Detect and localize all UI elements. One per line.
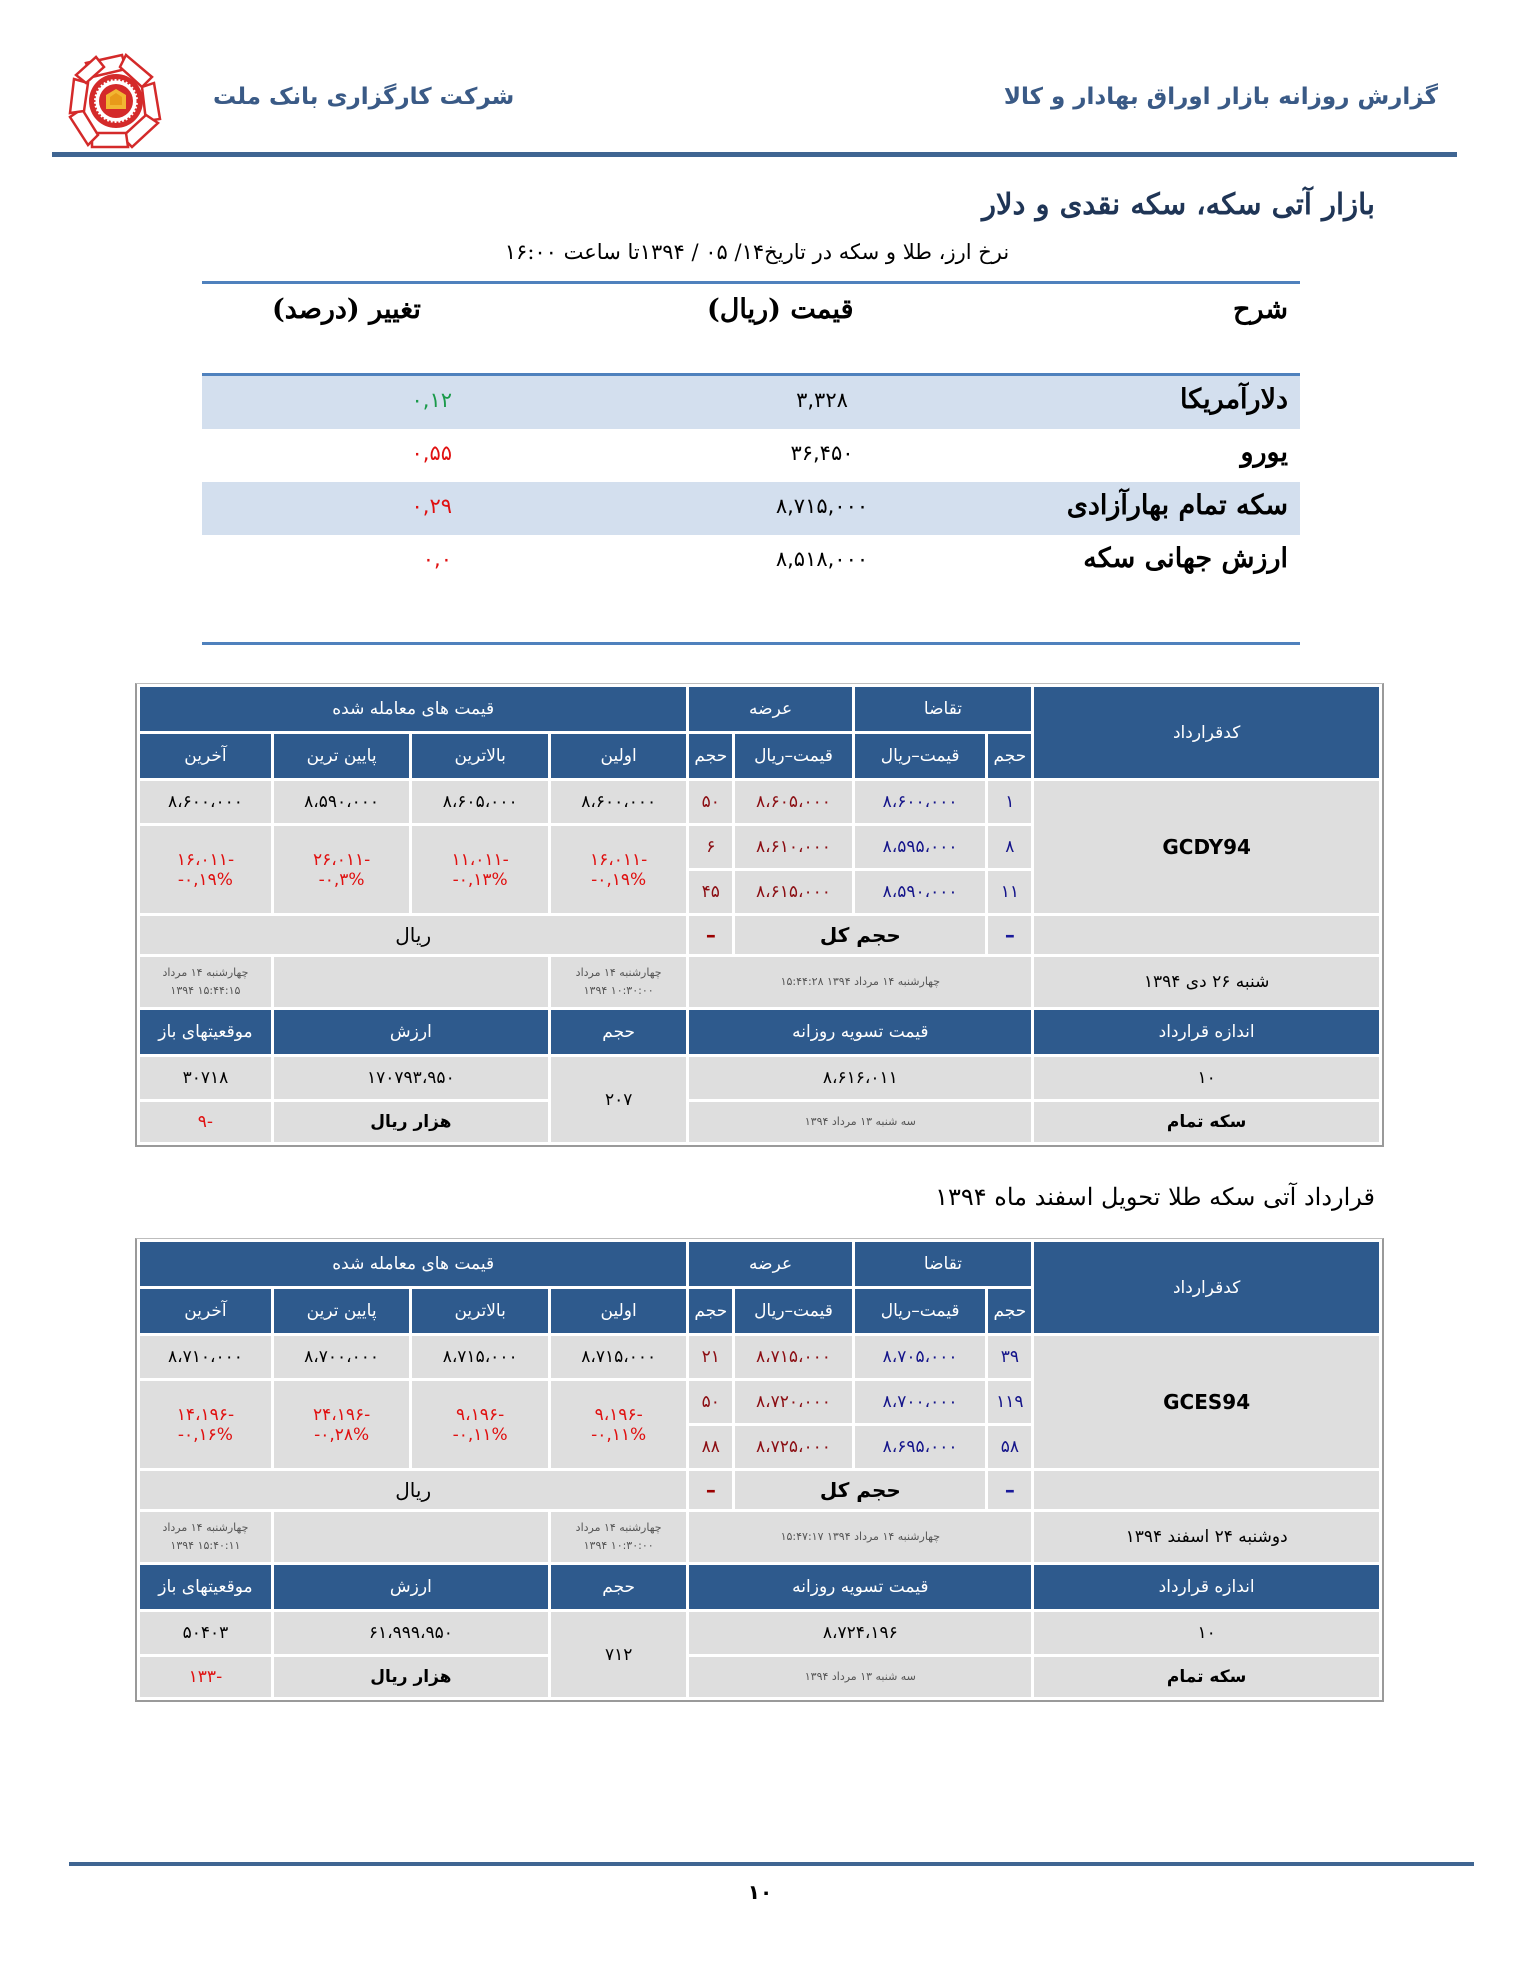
rate-change: ۰,۲۹ bbox=[411, 494, 452, 518]
ask-volume: ۵۰ bbox=[689, 1381, 732, 1423]
open-positions: ۵۰۴۰۳ bbox=[140, 1612, 271, 1654]
contract-size: ۱۰ bbox=[1034, 1612, 1379, 1654]
header-bid: تقاضا bbox=[855, 1242, 1032, 1286]
highest-change bbox=[412, 1381, 548, 1468]
ask-volume: ۴۵ bbox=[689, 871, 732, 913]
bid-volume: ۵۸ bbox=[988, 1426, 1031, 1468]
header-bid-volume: حجم bbox=[988, 734, 1031, 778]
bid-volume: ۱۱۹ bbox=[988, 1381, 1031, 1423]
ask-price: ۸،۷۲۵،۰۰۰ bbox=[735, 1426, 851, 1468]
rate-change: ۰,۱۲ bbox=[411, 388, 452, 412]
lowest-diff: -۲۴،۱۹۶ bbox=[312, 1404, 371, 1425]
settlement-date: سه شنبه ۱۳ مرداد ۱۳۹۴ bbox=[689, 1102, 1031, 1142]
header-ask: عرضه bbox=[689, 687, 851, 731]
first-pct: ۰,۱۹%- bbox=[591, 869, 647, 890]
open-positions-change: -۹ bbox=[140, 1102, 271, 1142]
last-time-line2: ۱۵:۴۰:۱۱ ۱۳۹۴ bbox=[170, 1539, 241, 1552]
lowest-pct: ۰,۳%- bbox=[318, 869, 365, 890]
header-lowest: پایین ترین bbox=[274, 1289, 410, 1333]
header-ask-volume: حجم bbox=[689, 1289, 732, 1333]
last-time-line1: چهارشنبه ۱۴ مرداد bbox=[162, 1521, 249, 1534]
highest-pct: ۰,۱۱%- bbox=[452, 1424, 508, 1445]
rate-price: ۳۶,۴۵۰ bbox=[790, 441, 854, 465]
underlying-asset: سکه تمام bbox=[1034, 1102, 1379, 1142]
rate-price: ۸,۷۱۵,۰۰۰ bbox=[775, 494, 869, 518]
rate-change: ۰,۵۵ bbox=[411, 441, 452, 465]
first-trade-time bbox=[551, 957, 687, 1007]
maturity-date: دوشنبه ۲۴ اسفند ۱۳۹۴ bbox=[1034, 1512, 1379, 1562]
open-positions-change: -۱۳۳ bbox=[140, 1657, 271, 1697]
header-daily-settlement: قیمت تسویه روزانه bbox=[689, 1010, 1031, 1054]
blank-cell bbox=[1034, 1471, 1379, 1509]
company-name: شرکت کارگزاری بانک ملت bbox=[213, 84, 515, 110]
header-open-positions: موقعیتهای باز bbox=[140, 1010, 271, 1054]
contract-table-gces94 bbox=[135, 1238, 1384, 1702]
ask-price: ۸،۶۱۰،۰۰۰ bbox=[735, 826, 851, 868]
maturity-date: شنبه ۲۶ دی ۱۳۹۴ bbox=[1034, 957, 1379, 1007]
company-logo bbox=[62, 47, 170, 155]
header-ask: عرضه bbox=[689, 1242, 851, 1286]
section-title: بازار آتی سکه، سکه نقدی و دلار bbox=[981, 187, 1375, 221]
bid-volume: ۱ bbox=[988, 781, 1031, 823]
header-bid-price: قیمت–ریال bbox=[855, 734, 986, 778]
header-bid: تقاضا bbox=[855, 687, 1032, 731]
last-trade-time bbox=[140, 1512, 271, 1562]
highest-pct: ۰,۱۳%- bbox=[452, 869, 508, 890]
contract-grid bbox=[137, 1239, 1382, 1700]
total-volume-label: حجم کل bbox=[735, 1471, 985, 1509]
bid-volume: ۱۱ bbox=[988, 871, 1031, 913]
first-trade-time bbox=[551, 1512, 687, 1562]
header-ask-price: قیمت–ریال bbox=[735, 1289, 851, 1333]
value-unit: هزار ریال bbox=[274, 1102, 548, 1142]
header-volume: حجم bbox=[551, 1010, 687, 1054]
highest-diff: -۱۱،۰۱۱ bbox=[451, 849, 509, 870]
header-value: ارزش bbox=[274, 1010, 548, 1054]
bid-price: ۸،۷۰۵،۰۰۰ bbox=[855, 1336, 986, 1378]
bid-total-volume: – bbox=[988, 916, 1031, 954]
contract-size: ۱۰ bbox=[1034, 1057, 1379, 1099]
bid-price: ۸،۷۰۰،۰۰۰ bbox=[855, 1381, 986, 1423]
first-time-line1: چهارشنبه ۱۴ مرداد bbox=[575, 966, 662, 979]
last-trade-time bbox=[140, 957, 271, 1007]
header-contract-code: کدقرارداد bbox=[1034, 687, 1379, 778]
header-value: ارزش bbox=[274, 1565, 548, 1609]
lowest-change bbox=[274, 1381, 410, 1468]
contract-grid bbox=[137, 684, 1382, 1145]
bid-volume: ۳۹ bbox=[988, 1336, 1031, 1378]
section-subtitle: نرخ ارز، طلا و سکه در تاریخ۱۴/ ۰۵ / ۱۳۹۴تا ساعت ۱۶:۰۰ bbox=[504, 240, 1010, 264]
highest-price: ۸،۶۰۵،۰۰۰ bbox=[412, 781, 548, 823]
underlying-asset: سکه تمام bbox=[1034, 1657, 1379, 1697]
open-positions: ۳۰۷۱۸ bbox=[140, 1057, 271, 1099]
rate-price: ۸,۵۱۸,۰۰۰ bbox=[775, 547, 869, 571]
header-bid-volume: حجم bbox=[988, 1289, 1031, 1333]
last-change bbox=[140, 1381, 271, 1468]
ask-price: ۸،۷۲۰،۰۰۰ bbox=[735, 1381, 851, 1423]
header-lowest: پایین ترین bbox=[274, 734, 410, 778]
rate-change: ۰,۰ bbox=[422, 547, 452, 571]
header-last: آخرین bbox=[140, 1289, 271, 1333]
last-pct: ۰,۱۶%- bbox=[177, 1424, 233, 1445]
bid-volume: ۸ bbox=[988, 826, 1031, 868]
header-ask-price: قیمت–ریال bbox=[735, 734, 851, 778]
blank-cell bbox=[1034, 916, 1379, 954]
blank-cell bbox=[274, 957, 548, 1007]
rates-row bbox=[202, 535, 1300, 588]
header-highest: بالاترین bbox=[412, 1289, 548, 1333]
ask-total-volume: – bbox=[689, 1471, 732, 1509]
header-contract-size: اندازه قرارداد bbox=[1034, 1010, 1379, 1054]
first-time-line2: ۱۰:۳۰:۰۰ ۱۳۹۴ bbox=[583, 984, 654, 997]
last-time-line1: چهارشنبه ۱۴ مرداد bbox=[162, 966, 249, 979]
header-ask-volume: حجم bbox=[689, 734, 732, 778]
lowest-price: ۸،۷۰۰،۰۰۰ bbox=[274, 1336, 410, 1378]
blank-cell bbox=[274, 1512, 548, 1562]
contract-code: GCES94 bbox=[1034, 1336, 1379, 1468]
first-change bbox=[551, 826, 687, 913]
rial-label: ریال bbox=[140, 916, 686, 954]
header-first: اولین bbox=[551, 734, 687, 778]
ask-volume: ۶ bbox=[689, 826, 732, 868]
last-time-line2: ۱۵:۴۴:۱۵ ۱۳۹۴ bbox=[170, 984, 241, 997]
highest-price: ۸،۷۱۵،۰۰۰ bbox=[412, 1336, 548, 1378]
footer-divider bbox=[69, 1862, 1474, 1866]
bank-mellat-logo-icon bbox=[62, 47, 170, 155]
header-change: تغییر (درصد) bbox=[272, 294, 421, 325]
header-price: قیمت (ریال) bbox=[707, 294, 854, 325]
ask-volume: ۵۰ bbox=[689, 781, 732, 823]
header-last: آخرین bbox=[140, 734, 271, 778]
first-diff: -۱۶،۰۱۱ bbox=[590, 849, 648, 870]
value: ۶۱،۹۹۹،۹۵۰ bbox=[274, 1612, 548, 1654]
bid-price: ۸،۵۹۵،۰۰۰ bbox=[855, 826, 986, 868]
header-highest: بالاترین bbox=[412, 734, 548, 778]
lowest-change bbox=[274, 826, 410, 913]
contract-code: GCDY94 bbox=[1034, 781, 1379, 913]
rates-header-row bbox=[202, 284, 1300, 373]
settlement-price: ۸،۷۲۴،۱۹۶ bbox=[689, 1612, 1031, 1654]
header-traded-prices: قیمت های معامله شده bbox=[140, 1242, 686, 1286]
total-volume-label: حجم کل bbox=[735, 916, 985, 954]
value: ۱۷۰۷۹۳،۹۵۰ bbox=[274, 1057, 548, 1099]
bid-price: ۸،۵۹۰،۰۰۰ bbox=[855, 871, 986, 913]
first-pct: ۰,۱۱%- bbox=[591, 1424, 647, 1445]
volume: ۲۰۷ bbox=[551, 1057, 687, 1142]
first-change bbox=[551, 1381, 687, 1468]
lowest-diff: -۲۶،۰۱۱ bbox=[312, 849, 371, 870]
header-contract-size: اندازه قرارداد bbox=[1034, 1565, 1379, 1609]
first-time-line2: ۱۰:۳۰:۰۰ ۱۳۹۴ bbox=[583, 1539, 654, 1552]
rate-name: سکه تمام بهارآزادی bbox=[1066, 490, 1288, 521]
rate-name: دلارآمریکا bbox=[1180, 384, 1288, 415]
ask-volume: ۲۱ bbox=[689, 1336, 732, 1378]
highest-change bbox=[412, 826, 548, 913]
settlement-date: سه شنبه ۱۳ مرداد ۱۳۹۴ bbox=[689, 1657, 1031, 1697]
rates-bottom-rule bbox=[202, 642, 1300, 645]
header-volume: حجم bbox=[551, 1565, 687, 1609]
bid-total-volume: – bbox=[988, 1471, 1031, 1509]
lowest-pct: ۰,۲۸%- bbox=[314, 1424, 370, 1445]
rates-row bbox=[202, 482, 1300, 535]
header-description: شرح bbox=[1233, 294, 1288, 325]
first-price: ۸،۷۱۵،۰۰۰ bbox=[551, 1336, 687, 1378]
lowest-price: ۸،۵۹۰،۰۰۰ bbox=[274, 781, 410, 823]
page-number: ۱۰ bbox=[747, 1880, 773, 1904]
last-price: ۸،۷۱۰،۰۰۰ bbox=[140, 1336, 271, 1378]
volume: ۷۱۲ bbox=[551, 1612, 687, 1697]
settlement-price: ۸،۶۱۶،۰۱۱ bbox=[689, 1057, 1031, 1099]
rates-row bbox=[202, 429, 1300, 482]
first-price: ۸،۶۰۰،۰۰۰ bbox=[551, 781, 687, 823]
rate-name: یورو bbox=[1240, 437, 1288, 468]
rates-table bbox=[202, 281, 1300, 645]
first-diff: -۹،۱۹۶ bbox=[594, 1404, 643, 1425]
highest-diff: -۹،۱۹۶ bbox=[456, 1404, 505, 1425]
header-traded-prices: قیمت های معامله شده bbox=[140, 687, 686, 731]
rate-name: ارزش جهانی سکه bbox=[1083, 543, 1288, 574]
ask-price: ۸،۷۱۵،۰۰۰ bbox=[735, 1336, 851, 1378]
header-daily-settlement: قیمت تسویه روزانه bbox=[689, 1565, 1031, 1609]
bid-price: ۸،۶۰۰،۰۰۰ bbox=[855, 781, 986, 823]
last-pct: ۰,۱۹%- bbox=[177, 869, 233, 890]
header-bid-price: قیمت–ریال bbox=[855, 1289, 986, 1333]
header-first: اولین bbox=[551, 1289, 687, 1333]
last-diff: -۱۶،۰۱۱ bbox=[176, 849, 235, 870]
value-unit: هزار ریال bbox=[274, 1657, 548, 1697]
ask-price: ۸،۶۰۵،۰۰۰ bbox=[735, 781, 851, 823]
rial-label: ریال bbox=[140, 1471, 686, 1509]
bid-price: ۸،۶۹۵،۰۰۰ bbox=[855, 1426, 986, 1468]
header-open-positions: موقعیتهای باز bbox=[140, 1565, 271, 1609]
first-time-line1: چهارشنبه ۱۴ مرداد bbox=[575, 1521, 662, 1534]
rate-price: ۳,۳۲۸ bbox=[796, 388, 848, 412]
ask-volume: ۸۸ bbox=[689, 1426, 732, 1468]
ask-total-volume: – bbox=[689, 916, 732, 954]
header-contract-code: کدقرارداد bbox=[1034, 1242, 1379, 1333]
last-diff: -۱۴،۱۹۶ bbox=[176, 1404, 235, 1425]
total-volume-time: چهارشنبه ۱۴ مرداد ۱۳۹۴ ۱۵:۴۷:۱۷ bbox=[689, 1512, 1031, 1562]
last-change bbox=[140, 826, 271, 913]
ask-price: ۸،۶۱۵،۰۰۰ bbox=[735, 871, 851, 913]
total-volume-time: چهارشنبه ۱۴ مرداد ۱۳۹۴ ۱۵:۴۴:۲۸ bbox=[689, 957, 1031, 1007]
header-divider bbox=[52, 152, 1457, 157]
report-title: گزارش روزانه بازار اوراق بهادار و کالا bbox=[1003, 84, 1438, 110]
second-contract-caption: قرارداد آتی سکه طلا تحویل اسفند ماه ۱۳۹۴ bbox=[935, 1183, 1375, 1211]
last-price: ۸،۶۰۰،۰۰۰ bbox=[140, 781, 271, 823]
contract-table-gcdy94 bbox=[135, 683, 1384, 1147]
rates-row bbox=[202, 376, 1300, 429]
